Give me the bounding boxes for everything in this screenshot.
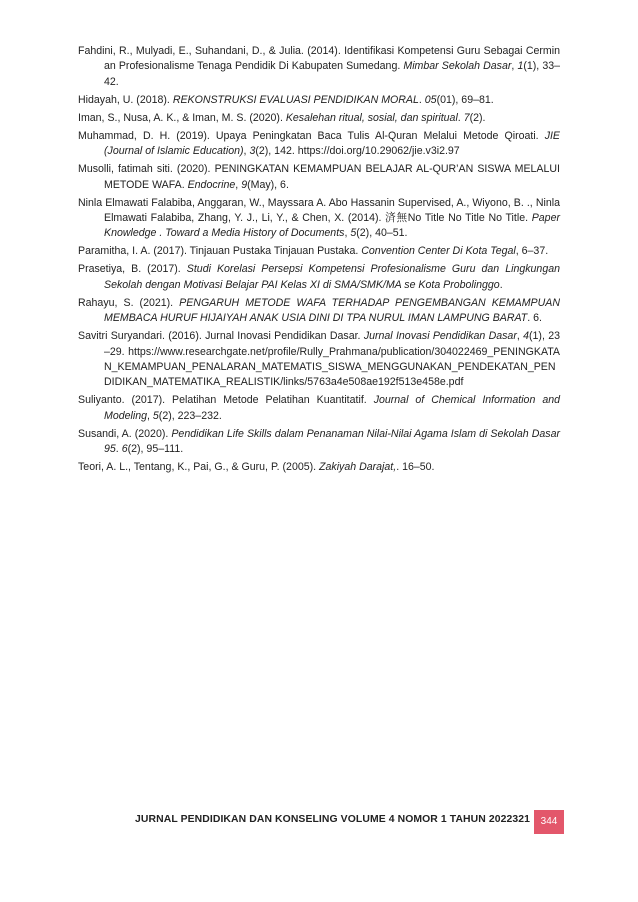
reference-italic-text: Kesalehan ritual, sosial, dan spiritual <box>285 111 458 124</box>
reference-text: (2), 40–51. <box>356 227 408 240</box>
reference-text: (May), 6. <box>247 178 289 191</box>
reference-text: . <box>499 278 503 291</box>
reference-text: (2), 95–111. <box>127 443 184 456</box>
reference-italic-text: REKONSTRUKSI EVALUASI PENDIDIKAN MORAL <box>172 93 419 106</box>
reference-text: Teori, A. L., Tentang, K., Pai, G., & Guru, P. (2005). <box>78 461 320 474</box>
reference-text: Hidayah, U. (2018). <box>78 93 173 106</box>
reference-text: Muhammad, D. H. (2019). Upaya Peningkatan Baca Tulis Al-Quran Melalui Metode Qiroati. <box>78 129 545 142</box>
reference-italic-text: 9 <box>241 178 248 191</box>
reference-italic-text: JIE (Journal of Islamic Education) <box>104 129 560 158</box>
reference-italic-text: Journal of Chemical Information and Modeling <box>104 394 560 422</box>
page-footer <box>0 810 638 834</box>
reference-text: Paramitha, I. A. (2017). Tinjauan Pustaka Tinjauan Pustaka. <box>78 245 362 258</box>
reference-italic-text: Studi Korelasi Persepsi Kompetensi Profesionalisme Guru dan Lingkungan Sekolah dengan Motivasi Belajar PAI Kelas XI di SMA/SMK/MA se Kota Probolinggo <box>104 263 561 291</box>
reference-entry <box>78 162 560 193</box>
reference-text: Iman, S., Nusa, A. K., & Iman, M. S. (2020). <box>78 111 286 124</box>
reference-italic-text: Convention Center Di Kota Tegal <box>361 245 516 258</box>
page-number: 344 <box>534 810 564 834</box>
reference-text: , <box>344 227 351 240</box>
reference-entry <box>78 244 560 259</box>
reference-italic-text: 6 <box>121 443 128 456</box>
reference-text: . <box>115 443 122 456</box>
reference-text: (1), 23–29. https://www.researchgate.net/profile/Rully_Prahmana/publication/304022469_PENINGKATAN_KEMAMPUAN_PENALARAN_MATEMATIS_SISWA_MENGGUNAKAN_PENDEKATAN_PENDIDIKAN_MATEMATIKA_REALISTIK/links/5763a4e508ae192f513e458e.pdf <box>104 330 561 389</box>
reference-text: (01), 69–81. <box>436 93 494 106</box>
reference-text: . <box>457 111 464 124</box>
reference-entry <box>78 262 560 293</box>
reference-text: , <box>516 330 524 343</box>
reference-text: . <box>418 93 425 106</box>
reference-text: Rahayu, S. (2021). <box>78 296 180 309</box>
reference-entry <box>78 427 560 458</box>
reference-text: , 6–37. <box>515 245 549 258</box>
reference-italic-text: 7 <box>463 111 470 124</box>
reference-text: (2), 223–232. <box>158 409 222 422</box>
reference-italic-text: Jurnal Inovasi Pendidikan Dasar <box>363 330 517 343</box>
reference-entry <box>78 129 560 160</box>
reference-italic-text: 3 <box>249 145 256 158</box>
reference-text: , <box>235 178 242 191</box>
reference-italic-text: 4 <box>523 330 530 343</box>
reference-italic-text: 5 <box>152 409 159 422</box>
reference-italic-text: 05 <box>424 93 437 106</box>
reference-italic-text: Paper Knowledge . Toward a Media History of Documents <box>104 212 560 240</box>
reference-italic-text: Zakiyah Darajat, <box>319 461 397 474</box>
reference-text: Prasetiya, B. (2017). <box>78 263 187 276</box>
reference-italic-text: Mimbar Sekolah Dasar <box>403 60 512 73</box>
reference-text: Musolli, fatimah siti. (2020). PENINGKATAN KEMAMPUAN BELAJAR AL-QUR’AN SISWA MELALUI METODE WAFA. <box>78 163 560 191</box>
reference-text: (1), 33–42. <box>104 60 560 88</box>
reference-entry <box>78 329 560 391</box>
reference-text: . 6. <box>527 312 542 325</box>
reference-italic-text: Endocrine <box>187 178 236 191</box>
reference-text: , <box>243 145 250 158</box>
reference-list <box>78 44 560 478</box>
reference-italic-text: 5 <box>350 227 357 240</box>
reference-entry <box>78 44 560 90</box>
reference-text: Fahdini, R., Mulyadi, E., Suhandani, D., & Julia. (2014). Identifikasi Kompetensi Guru Sebagai Cerminan Profesionalisme Tenaga Pendidik Di Kabupaten Sumedang. <box>78 45 560 73</box>
journal-footer-title: JURNAL PENDIDIKAN DAN KONSELING VOLUME 4 NOMOR 1 TAHUN 2022321 <box>135 814 530 825</box>
reference-text: Suliyanto. (2017). Pelatihan Metode Pelatihan Kuantitatif. <box>78 394 374 407</box>
reference-entry <box>78 111 560 126</box>
reference-entry <box>78 93 560 108</box>
reference-entry <box>78 196 560 242</box>
reference-text: (2). <box>469 111 486 124</box>
reference-text: Savitri Suryandari. (2016). Jurnal Inovasi Pendidikan Dasar. <box>78 330 364 343</box>
reference-text: (2), 142. https://doi.org/10.29062/jie.v3i2.97 <box>255 145 460 158</box>
reference-italic-text: 1 <box>517 60 524 73</box>
reference-text: Ninla Elmawati Falabiba, Anggaran, W., Mayssara A. Abo Hassanin Supervised, A., Wiyono, B. ., Ninla Elmawati Falabiba, Zhang, Y. J., Li, Y., & Chen, X. (2014). 済無No Title No Title No Title. <box>78 196 560 225</box>
reference-text: Susandi, A. (2020). <box>78 427 172 440</box>
reference-text: . 16–50. <box>396 461 435 474</box>
reference-entry <box>78 460 560 475</box>
reference-entry <box>78 296 560 327</box>
reference-italic-text: PENGARUH METODE WAFA TERHADAP PENGEMBANGAN KEMAMPUAN MEMBACA HURUF HIJAIYAH ANAK USIA DINI DI TPA NURUL IMAN LAMPUNG BARAT <box>104 296 560 325</box>
reference-italic-text: Pendidikan Life Skills dalam Penanaman Nilai-Nilai Agama Islam di Sekolah Dasar 95 <box>104 427 561 456</box>
reference-text: , <box>147 409 153 422</box>
reference-text: , <box>511 60 518 73</box>
reference-entry <box>78 393 560 424</box>
